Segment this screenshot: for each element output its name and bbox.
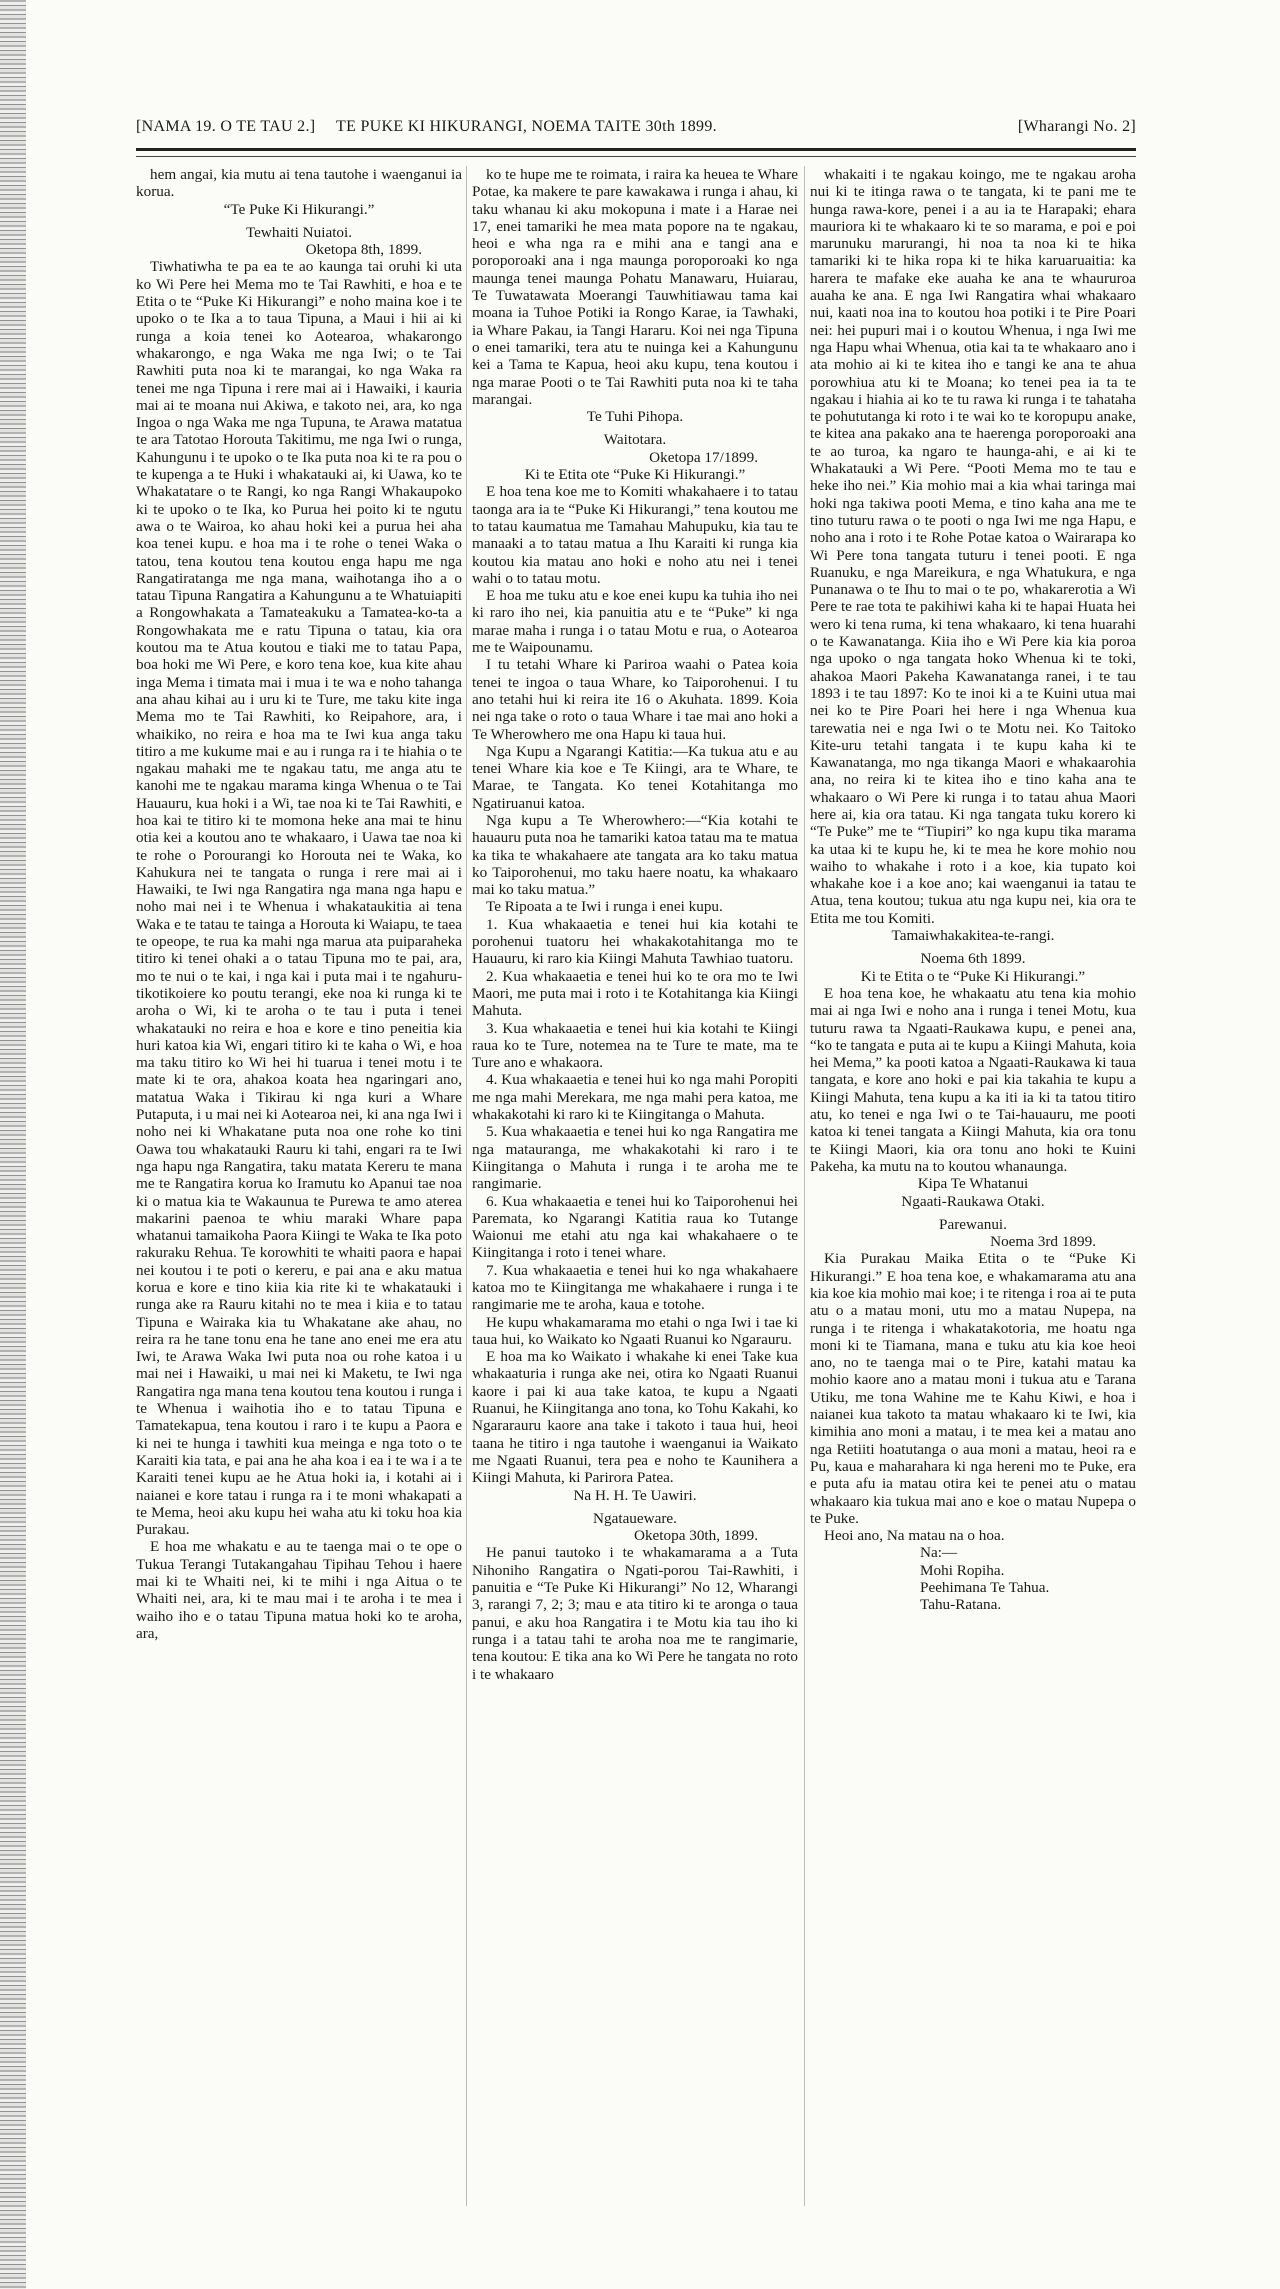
- byline: Ki te Etita ote “Puke Ki Hikurangi.”: [524, 466, 746, 484]
- dateline: Noema 3rd 1899.: [990, 1233, 1096, 1251]
- paragraph: 7. Kua whakaaetia e tenei hui ko nga whakahaere katoa mo te Kiingitanga me whakahaere i runga i te rangimarie me te aroha, kaua e totohe.: [472, 1261, 798, 1314]
- byline: Na H. H. Te Uawiri.: [573, 1486, 697, 1504]
- paragraph: ko te hupe me te roimata, i raira ka heuea te Whare Potae, ka makere te pare kawakawa i runga i ahau, ki taku whanau ki aku mokopuna i mate i a Harae nei 17, enei tamariki he mea mata popore na te ngakau, heoi e wha nga ra e mihi ana e tangi ana e poroporoaki ana i nga maunga poroporoaki ko nga maunga tenei maunga Pohatu Manawaru, Huiarau, Te Tuwatawata Moerangi Tauwhitiawau tama kai moana ia Tuhoe Potiki ia Rongo Karae, ia Tawhaki, ia Whare Pakau, ia Tangi Hararu. Koi nei nga Tipuna o enei tamariki, tera atu te nuinga kei a Kahungunu kei a Tama te Kapua, heoi aku kupu, tena koutou i nga marae Pooti o te Tai Rawhiti puta noa ki te taha marangai.: [472, 166, 798, 408]
- column-3: [810, 166, 1136, 1614]
- section-heading: Ngataueware.: [593, 1509, 677, 1527]
- paragraph: 2. Kua whakaaetia e tenei hui ko te ora mo te Iwi Maori, me puta mai i roto i te Kotahitanga kia Kiingi Mahuta.: [472, 967, 798, 1020]
- dateline: Oketopa 8th, 1899.: [305, 241, 422, 259]
- column-divider: [466, 166, 467, 2206]
- page-header: [136, 118, 1136, 140]
- paragraph: E hoa tena koe, he whakaatu atu tena kia mohio mai ai nga Iwi e noho ana i runga i tenei Motu, kua tuturu rawa ta Ngaati-Raukawa kupu, e penei ana, “ko te tangata e puta ai te kupu a Kiingi Mahuta, koia hei Mema,” ka pooti katoa a Ngaati-Raukawa ki taua tangata, e kore ano hoki e pai kia takahia te kupu a Kiingi Mahuta, tena kupu a ka iti ia ki ta tatou titiro atu, ko tenei e nga Iwi o te Tai-hauauru, me pooti katoa ki tenei tangata a Kiingi Mahuta, kia ora tonu te Kiingi Maori, kia ora tonu ano hoki te Kuini Pakeha, ka mutu na to koutou whanaunga.: [810, 984, 1136, 1175]
- newspaper-title-date: TE PUKE KI HIKURANGI, NOEMA TAITE 30th 1899.: [336, 118, 717, 135]
- section-heading: Noema 6th 1899.: [920, 950, 1026, 968]
- header-rule-thin: [136, 156, 1136, 157]
- byline: Kipa Te Whatanui: [917, 1175, 1029, 1193]
- byline: Te Tuhi Pihopa.: [586, 408, 684, 426]
- section-heading: Waitotara.: [603, 431, 667, 449]
- paragraph: 6. Kua whakaaetia e tenei hui ko Taiporohenui hei Paremata, ko Ngarangi Katitia raua ko Tutange Waionui me etahi atu nga kai whakahaere o te Kiingitanga i roto i tenei whare.: [472, 1192, 798, 1262]
- scan-edge: [0, 0, 26, 2289]
- column-1: [136, 166, 462, 1642]
- paragraph: E hoa me tuku atu e koe enei kupu ka tuhia iho nei ki raro iho nei, kia panuitia atu e te “Puke” ki nga marae maha i runga i o tatau Motu e rua, o Aotearoa me te Waipounamu.: [472, 587, 798, 657]
- byline: Tamaiwhakakitea-te-rangi.: [891, 927, 1055, 945]
- paragraph: Heoi ano, Na matau na o hoa.: [824, 1527, 1005, 1545]
- paragraph: Nga Kupu a Ngarangi Katitia:—Ka tukua atu e au tenei Whare kia koe e Te Kiingi, ara te Whare, te Marae, te Tangata. Ko tenei Kotahitanga mo Ngatiruanui katoa.: [472, 742, 798, 812]
- signature-line: Peehimana Te Tahua.: [920, 1579, 1050, 1597]
- paragraph: 1. Kua whakaaetia e tenei hui kia kotahi te porohenui tuatoru hei whakakotahitanga mo te Hauauru, ki raro kia Kiingi Mahuta Tawhiao tuatoru.: [472, 915, 798, 968]
- paragraph: He panui tautoko i te whakamarama a a Tuta Nihoniho Rangatira o Ngati-porou Tai-Rawhiti, i panuitia e “Te Puke Ki Hikurangi” No 12, Wharangi 3, rarangi 7, 2; 3; mau e ata titiro ki te aronga o taua panui, e aku hoa Rangatira i te Motu kia tau iho ki runga i a tatau tahi te aroha noa me te rangimarie, tena koutou: E tika ana ko Wi Pere he tangata no roto i te whakaaro: [472, 1544, 798, 1683]
- byline: Ngaati-Raukawa Otaki.: [901, 1192, 1045, 1210]
- column-divider: [804, 166, 805, 2206]
- paragraph: Kia Purakau Maika Etita o te “Puke Ki Hikurangi.” E hoa tena koe, e whakamarama atu ana kia koe kia mohio mai koe; i te ritenga i roa ai te puta atu o a matau moni, utu mo a matau Nupepa, na runga i te ritenga i whakatakotoria, me hoatu nga moni ki te Tiamana, mana e tuku atu kia koe heoi ano, no te taenga mai o te Pire, katahi matau ka mohio kaore ano a matau moni i tukua atu e Tarana Utiku, me tona Wahine me te Kahu Kiwi, e hoa i naianei kua takoto ta matau whakaaro ki te Iwi, kia kimihia ano moni a matau, i te mea kei a matau ano nga Retiiti hoatutanga o aua moni a matau, heoi ra e Pu, kaua e maharahara ki nga hereni mo te Puke, era e puta afu ia matau otira kei te penei atu o matau whakaaro kia tukua mai ano e koe o matau Nupepa o te Puke.: [810, 1250, 1136, 1527]
- paragraph: 5. Kua whakaaetia e tenei hui ko nga Rangatira me nga matauranga, me whakakotahi ki raro i te Kiingitanga o Mahuta i runga i te aroha me te rangimarie.: [472, 1123, 798, 1193]
- paragraph: E hoa ma ko Waikato i whakahe ki enei Take kua whakaaturia i runga ake nei, otira ko Ngaati Ruanui kaore i pai ki aua take katoa, te kupu a Ngaati Ruanui, he Kiingitanga ano tona, ko Tohu Kakahi, ko Ngararauru kaore ana take i takoto i taua hui, heoi taana he titiro i nga tautohe i waenganui ia Waikato me Ngaati Ruanui, tera pea e noho te Kaunihera a Kiingi Mahuta, ki Parirora Patea.: [472, 1348, 798, 1487]
- paragraph: 3. Kua whakaaetia e tenei hui kia kotahi te Kiingi raua ko te Ture, notemea na te Ture te mate, ma te Ture ano e whakaora.: [472, 1019, 798, 1072]
- dateline: Oketopa 30th, 1899.: [633, 1527, 758, 1545]
- dateline: Oketopa 17/1899.: [649, 448, 758, 466]
- paragraph: He kupu whakamarama mo etahi o nga Iwi i tae ki taua hui, ko Waikato ko Ngaati Ruanui ko Ngarauru.: [472, 1313, 798, 1348]
- header-rule-thick: [136, 148, 1136, 151]
- paragraph: I tu tetahi Whare ki Pariroa waahi o Patea koia tenei te ingoa o taua Whare, ko Taiporohenui. I tu ano tetahi hui ki reira ite 16 o Akuhata. 1899. Koia nei nga take o roto o taua Whare i tae mai ano hoki a Te Wherowhero me ona Hapu ki taua hui.: [472, 656, 798, 743]
- paragraph: E hoa me whakatu e au te taenga mai o te ope o Tukua Terangi Tutakangahau Tipihau Tehou i haere mai ki te Whaiti nei, ki te mihi i nga Aitua o te Whaiti nei, ara, ki te mau mai i te aroha i te mea i waiho iho e o tatau Tipuna matua hoki ko te aroha, ara,: [136, 1538, 462, 1642]
- paragraph: Nga kupu a Te Wherowhero:—“Kia kotahi te hauauru puta noa he tamariki katoa tatau ma te matua ka tika te whakahaere ate tangata ara ko taku matua ko Taiporohenui, mo taku haere noatu, ka whakaaro mai ko taku matua.”: [472, 811, 798, 899]
- paragraph: Te Ripoata a te Iwi i runga i enei kupu.: [486, 898, 723, 916]
- signature-line: Na:—: [920, 1544, 958, 1562]
- section-heading: Tewhaiti Nuiatoi.: [245, 223, 353, 241]
- page-number: [Wharangi No. 2]: [1017, 118, 1136, 135]
- paragraph: Tiwhatiwha te pa ea te ao kaunga tai oruhi ki uta ko Wi Pere hei Mema mo te Tai Rawhiti, e hoa e te Etita o te “Puke Ki Hikurangi” e noho maina koe i te upoko o te Ika a to taua Tipuna, a Maui i hii ai ki runga a koia tenei ko Aotearoa, whakarongo whakarongo, e nga Waka me nga Iwi; o te Tai Rawhiti puta noa ki te marangai, ko nga Waka ra tenei me nga Tipuna i rere mai ai i Hawaiki, i kauria mai ai te moana nui Akiwa, e takoto nei, ara, ko nga Ingoa o nga Waka me nga Tupuna, te Arawa matatua te ara Tatotao Horouta Takitimu, me nga Iwi o runga, Kahungunu i te upoko o te Ika puta noa ki te ra pou o te kupenga a te Huki i whakatauki ai, ki Uawa, ko te Whakatatare o te Rangi, ko nga Rangi Whakaupoko ki te upoko o te Ika, ko Purua hei poito ki te ngutu awa o te Wairoa, ko ahau hoki kei a purua hei aha koa tenei kupu. e hoa ma i te rohe o tenei Waka o tatou, tena koutou tena koutou enga hapu me nga Rangatiratanga me nga mana, waihotanga iho a o tatau Tipuna Rangatira a Kahungunu a te Whatuiapiti a Rongowhakata a Tamateakuku a Tamatea-ko-ta a Rongowhakata me e ratu Tipuna o tatau, kia ora koutou ma te Atua koutou e tiaki me to tatau Papa, boa hoki me Wi Pere, e koro tena koe, kua kite ahau inga Mema i timata mai i mua i te wa e noho tahanga ana ahau kihai au i uru ki te Ture, me taku kite inga Mema mo te Tai Rawhiti, ko Reipahore, ara, i whaikiko, no reira e hoa ma te Iwi kua anga taku titiro a me kukume mai e au i runga ra i te hiahia o te ngakau mahaki me te ngakau tatu, me anga atu te kanohi me te ngakau marama kinga Whenua o te Tai Hauauru, kua hoki i a Wi, tae noa ki te Tai Rawhiti, e hoa kai te titiro ki te momona heke ana mai te hinu otia kei a koutou ano te whakaaro, i Uawa tae noa ki te rohe o Porourangi ko Horouta nei te Waka, ko Kahukura nei te tangata o runga i rere mai ai i Hawaiki, te Iwi nga Rangatira nga mana nga hapu e noho mai nei i te Whenua i whakataukitia ai tena Waka e te tatau te tainga a Horouta ki Waiapu, te taea te opeope, te rua ka mahi nga marua ata puiparaheka titiro ki tenei ohaki a o tatau Tipuna mo te pai, ara, mo te nui o te kai, i nga kai i puta mai i te ngahuru-tikotikoiere ko poutu terangi, eke noa ki runga ki te aroha o Wi, ki te aroha o te tau i puta i tenei whakatauki no reira e hoa e kore e tino peneitia kia huri katoa kia Wi, engari titiro ki te kaha o Wi, e hoa ma taku titiro ko Wi hei hi tuarua i tenei motu i te mate ki te ora, ahakoa koata hea ngaringari ano, matatua Waka i Tikirau ki nga kuri a Whare Putaputa, i u mai nei ki Aotearoa nei, ki ana nga Iwi i noho nei ki Whakatane puta noa one rohe ko tini Oawa tou whakatauki Rauru ki tahi, engari ra te Iwi nga hapu nga Rangatira, taku matata Kereru te mana me te Rangatira korua ko Iramutu ko Apanui tae noa ki o matua kia te Wakaunua te Purewa te amo aterea makarini paenoa te whiu maraki Whare papa whatanui tamaikoha Paora Kiingi te Waka te Ika poto rakuraku Rehua. Te korowhiti te whaiti paora e hapai nei koutou i te poti o kereru, e pai ana e aku matua korua e kore e tino kiia kia rite ki te whakatauki i runga ake ra Rauru kitahi no te mea i kiia e to tatau Tipuna e Wairaka kia tu Whakatane ake ahau, no reira ra he tane tonu ena he tane ano enei me era atu Iwi, te Arawa Waka Iwi puta noa ou rohe katoa i u mai nei i Hawaiki, u mai nei ki Maketu, te Iwi nga Rangatira nga mana tena koutou tena koutou i runga i te Whenua i waihotia iho e to tatau Tipuna e Tamatekapua, tena koutou i raro i te kupu a Paora e ki nei te hunga i tawhiti kua meinga e nga toto o te Karaiti kia tata, e pai ana he aha koa i ea i te wa i a te Karaiti tenei kupu ae he Atua hoki ia, i kotahi ai i naianei e kore tatau i runga ra i te moni whakapati a te Mema, heoi aku kupu hei waha atu ki toku hoa kia Purakau.: [136, 258, 463, 1539]
- paragraph: hem angai, kia mutu ai tena tautohe i waenganui ia korua.: [136, 166, 462, 201]
- signature-line: Tahu-Ratana.: [920, 1596, 1002, 1614]
- issue-number: [NAMA 19. O TE TAU 2.]: [136, 118, 316, 135]
- byline: “Te Puke Ki Hikurangi.”: [223, 200, 375, 218]
- section-heading: Parewanui.: [939, 1215, 1007, 1233]
- paragraph: 4. Kua whakaaetia e tenei hui ko nga mahi Poropiti me nga mahi Merekara, me nga mahi pera katoa, me whakakotahi ki raro ki te Kiingitanga o Mahuta.: [472, 1071, 798, 1124]
- column-2: [472, 166, 798, 1683]
- paragraph: whakaiti i te ngakau koingo, me te ngakau aroha nui ki te itinga rawa o te tangata, ki te pani me te hunga rawa-kore, penei i a au ia te Harapaki; ehara mauriora ki te whakaaro ki te so marama, e poi e poi marunuku marurangi, hi noa ta noa ki te hika tamariki ki te hika ropa ki te hika karuaruaitia: ka harera te mafake eke auaha ke ana te whaururoa auaha ke ana. E nga Iwi Rangatira whai whakaaro nui, kaati noa ina to koutou hoa potiki i te Pire Poari nei: hei pupuri mai i o koutou Whenua, i nga Iwi me nga Hapu whai Whenua, otia kai ta te whakaaro ano i ata mohio ai ki te kitea iho e tangi ke ana te ahua porowhiua atu ki te Moana; ko tenei pea ia ta te ngakau i hiahia ai ko te tu rawa ki runga i te tahataha te pohututanga ki roto i te wai ko te koropupu anake, te kitea ana pakako ana te haerenga poroporoaki ana te ao turoa, ka ngaro te haunga-ahi, e ai ki te Whakatauki a Wi Pere. “Pooti Mema mo te tau e heke iho nei.” Kia mohio mai a kia whai taringa mai hoki nga takiwa pooti Mema, e tino kaha ana me te tino tuturu rawa o te pooti o nga Iwi me nga Hapu, e noho ana i roto i te Rohe Potae katoa o Wairarapa ko Wi Pere tona tangata tuturu i tenei pooti. E nga Ruanuku, e nga Mareikura, e nga Whatukura, e nga Punanawa o te Ihu to mai o te po, whakarerotia a Wi Pere te rae tota te pakihiwi kaha ki te hapai Huata hei wero ki tena ruma, ki tena whakaaro, ki tena huarahi o te Kawanatanga. Kiia iho e Wi Pere kia kia poroa nga upoko o nga tangata hoko Whenua ki te toki, ahakoa Maori Pakeha Kawanatanga ranei, i te tau 1893 i te tau 1897: Ko te inoi ki a te Kuini utua mai nei ko te Pire Poari hei here i nga Whenua kua tarewatia nei e nga Iwi o te Motu nei. Ko Taitoko Kite-uru tetahi tangata i te kupu kaha ki te Kawanatanga, mo nga tikanga Maori e whakaarohia ana, no reira ki te kitea iho e tino kaha ana te whakaaro o Wi Pere ki runga i to tatau ahua Maori here ai, kia ora tatau. Ki nga tangata tuku korero ki “Te Puke” me te “Tiupiri” ko nga kupu tika marama ka utaa ki te kupu he, ki te mea he kore mohio nou waiho to whakahe i roto i a koe, kia tupato koi whakahe koe i a koe ano; kai waenganui ia tatau te Atua, tena koutou; tukua atu nga kupu nei, kia ora te Etita me tou Komiti.: [810, 166, 1136, 927]
- byline: Ki te Etita o te “Puke Ki Hikurangi.”: [860, 967, 1086, 985]
- signature-line: Mohi Ropiha.: [920, 1561, 1005, 1579]
- paragraph: E hoa tena koe me to Komiti whakahaere i to tatau taonga ara ia te “Puke Ki Hikurangi,” tena koutou me to tatau kaumatua me Tamahau Mahupuku, kia tau te manaaki a to tatau matua a Ihu Karaiti ki runga kia koutou kia matau ano hoki e noho atu nei i tenei wahi o to tatau motu.: [472, 483, 798, 587]
